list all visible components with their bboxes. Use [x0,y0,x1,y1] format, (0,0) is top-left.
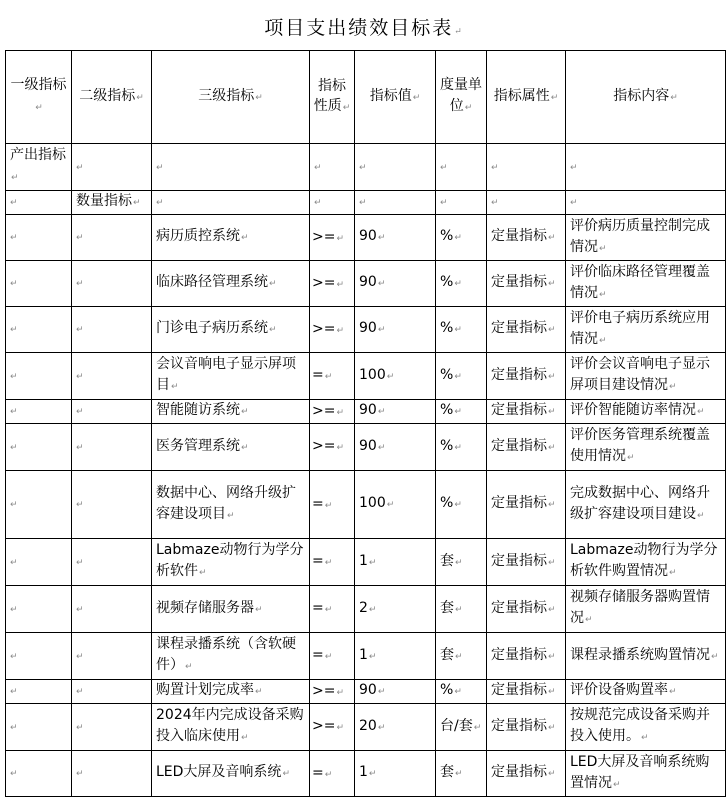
cell-attr: 定量指标↵ [487,586,566,633]
table-row [6,751,726,797]
cell-value: 90↵ [355,261,436,307]
cell-content: 评价电子病历系统应用情况↵ [566,307,726,353]
cell-unit: %↵ [436,307,487,353]
table-cell: ↵ [6,680,72,704]
cell-l3: 会议音响电子显示屏项目↵ [152,353,310,400]
table-cell: ↵ [436,144,487,191]
cell-unit: %↵ [436,424,487,471]
table-cell: ↵ [72,215,152,261]
cell-attr: 定量指标↵ [487,680,566,704]
cell-value: 1↵ [355,539,436,586]
cell-l3: 数据中心、网络升级扩容建设项目↵ [152,471,310,539]
cell-nature: >=↵ [310,424,355,471]
table-cell: ↵ [72,471,152,539]
cell-content: 评价智能随访率情况↵ [566,400,726,424]
cell-content: 评价医务管理系统覆盖使用情况↵ [566,424,726,471]
cell-nature: >=↵ [310,704,355,751]
cell-attr: 定量指标↵ [487,353,566,400]
table-cell: ↵ [310,144,355,191]
level2-row [6,191,726,215]
table-row [6,471,726,539]
cell-attr: 定量指标↵ [487,471,566,539]
cell-unit: %↵ [436,353,487,400]
cell-unit: %↵ [436,215,487,261]
cell-value: 20↵ [355,704,436,751]
level1-cell: 产出指标↵ [6,144,72,191]
header-cell: 指标内容↵ [566,51,726,144]
table-cell: ↵ [6,191,72,215]
cell-l3: 课程录播系统（含软硬件）↵ [152,633,310,680]
header-cell: 度量单位↵ [436,51,487,144]
table-cell: ↵ [72,353,152,400]
cell-l3: 门诊电子病历系统↵ [152,307,310,353]
cell-attr: 定量指标↵ [487,215,566,261]
table-row [6,704,726,751]
table-cell: ↵ [487,191,566,215]
table-cell: ↵ [355,191,436,215]
table-cell: ↵ [72,633,152,680]
cell-nature: >=↵ [310,261,355,307]
cell-unit: %↵ [436,261,487,307]
table-cell: ↵ [72,400,152,424]
cell-unit: %↵ [436,680,487,704]
table-cell: ↵ [152,191,310,215]
table-row [6,215,726,261]
header-row [6,51,726,144]
cell-nature: =↵ [310,471,355,539]
cell-nature: =↵ [310,586,355,633]
cell-content: 评价病历质量控制完成情况↵ [566,215,726,261]
cell-value: 100↵ [355,471,436,539]
level2-cell: 数量指标↵ [72,191,152,215]
cell-value: 90↵ [355,307,436,353]
table-cell: ↵ [6,261,72,307]
cell-value: 90↵ [355,400,436,424]
level1-row [6,144,726,191]
table-cell: ↵ [72,261,152,307]
cell-nature: >=↵ [310,400,355,424]
table-cell: ↵ [355,144,436,191]
table-row [6,586,726,633]
table-cell: ↵ [6,215,72,261]
cell-l3: 医务管理系统↵ [152,424,310,471]
table-row [6,680,726,704]
cell-value: 1↵ [355,633,436,680]
table-cell: ↵ [72,307,152,353]
header-cell: 二级指标↵ [72,51,152,144]
table-cell: ↵ [72,539,152,586]
cell-nature: >=↵ [310,680,355,704]
cell-attr: 定量指标↵ [487,751,566,797]
cell-value: 90↵ [355,424,436,471]
cell-nature: =↵ [310,539,355,586]
header-cell: 指标性质↵ [310,51,355,144]
cell-attr: 定量指标↵ [487,261,566,307]
header-cell: 指标属性↵ [487,51,566,144]
cell-value: 2↵ [355,586,436,633]
table-row [6,633,726,680]
cell-unit: 套↵ [436,539,487,586]
header-cell: 一级指标↵ [6,51,72,144]
cell-attr: 定量指标↵ [487,633,566,680]
cell-nature: >=↵ [310,307,355,353]
cell-nature: =↵ [310,633,355,680]
cell-content: 评价临床路径管理覆盖情况↵ [566,261,726,307]
cell-value: 90↵ [355,680,436,704]
table-cell: ↵ [6,633,72,680]
table-cell: ↵ [436,191,487,215]
table-cell: ↵ [6,307,72,353]
table-cell: ↵ [487,144,566,191]
table-cell: ↵ [6,704,72,751]
table-cell: ↵ [6,424,72,471]
table-cell: ↵ [6,400,72,424]
cell-content: 评价会议音响电子显示屏项目建设情况↵ [566,353,726,400]
cell-attr: 定量指标↵ [487,704,566,751]
table-row [6,424,726,471]
table-cell: ↵ [152,144,310,191]
table-row [6,261,726,307]
cell-unit: %↵ [436,471,487,539]
table-row [6,353,726,400]
table-cell: ↵ [6,751,72,797]
cell-unit: 套↵ [436,633,487,680]
table-cell: ↵ [72,144,152,191]
cell-unit: 套↵ [436,586,487,633]
cell-attr: 定量指标↵ [487,400,566,424]
table-cell: ↵ [566,144,726,191]
cell-unit: 台/套↵ [436,704,487,751]
table-cell: ↵ [72,586,152,633]
table-row [6,400,726,424]
header-cell: 指标值↵ [355,51,436,144]
table-cell: ↵ [6,586,72,633]
cell-nature: >=↵ [310,215,355,261]
cell-nature: =↵ [310,751,355,797]
table-cell: ↵ [6,471,72,539]
cell-content: 按规范完成设备采购并投入使用。↵ [566,704,726,751]
table-cell: ↵ [72,751,152,797]
cell-content: 完成数据中心、网络升级扩容建设项目建设↵ [566,471,726,539]
cell-content: LED大屏及音响系统购置情况↵ [566,751,726,797]
table-cell: ↵ [6,353,72,400]
header-cell: 三级指标↵ [152,51,310,144]
cell-nature: =↵ [310,353,355,400]
table-cell: ↵ [566,191,726,215]
page-title: 项目支出绩效目标表↵ [264,17,464,39]
cell-unit: 套↵ [436,751,487,797]
cell-content: 课程录播系统购置情况↵ [566,633,726,680]
cell-l3: 临床路径管理系统↵ [152,261,310,307]
table-row [6,307,726,353]
cell-l3: Labmaze动物行为学分析软件↵ [152,539,310,586]
table-cell: ↵ [72,424,152,471]
cell-l3: 病历质控系统↵ [152,215,310,261]
cell-l3: 智能随访系统↵ [152,400,310,424]
performance-table [5,50,726,797]
cell-content: 评价设备购置率↵ [566,680,726,704]
cell-unit: %↵ [436,400,487,424]
cell-l3: 2024年内完成设备采购投入临床使用↵ [152,704,310,751]
cell-content: 视频存储服务器购置情况↵ [566,586,726,633]
cell-l3: 视频存储服务器↵ [152,586,310,633]
table-cell: ↵ [72,704,152,751]
cell-content: Labmaze动物行为学分析软件购置情况↵ [566,539,726,586]
table-row [6,539,726,586]
cell-attr: 定量指标↵ [487,307,566,353]
cell-attr: 定量指标↵ [487,424,566,471]
table-cell: ↵ [6,539,72,586]
cell-attr: 定量指标↵ [487,539,566,586]
cell-l3: 购置计划完成率↵ [152,680,310,704]
cell-value: 90↵ [355,215,436,261]
table-cell: ↵ [310,191,355,215]
table-cell: ↵ [72,680,152,704]
cell-l3: LED大屏及音响系统↵ [152,751,310,797]
cell-value: 1↵ [355,751,436,797]
cell-value: 100↵ [355,353,436,400]
